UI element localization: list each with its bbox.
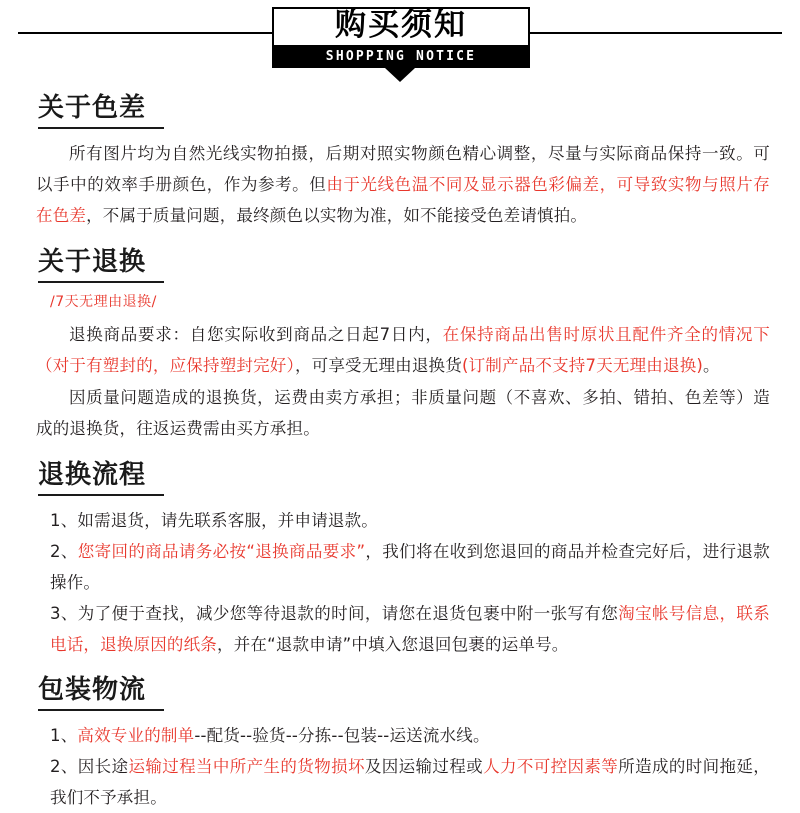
return-policy-tagline: /7天无理由退换/ xyxy=(50,293,157,310)
return-requirements-text-b: ，可享受无理由退换货 xyxy=(294,355,462,375)
return-shipping-cost-paragraph: 因质量问题造成的退换货，运费由卖方承担；非质量问题（不喜欢、多拍、错拍、色差等）造成的退换货，往返运费需由买方承担。 xyxy=(36,387,770,438)
section-heading-return-exchange: 关于退换 xyxy=(38,248,164,283)
return-requirements-text-c: 。 xyxy=(703,355,720,375)
return-requirements-paragraph xyxy=(36,319,770,381)
section-return-exchange xyxy=(36,248,770,444)
section-heading-packaging-logistics: 包装物流 xyxy=(38,676,164,711)
logistics-step-2-text-c: 所造成的时间拖延，我们不予承担。 xyxy=(50,756,770,807)
process-step-3-text-b: ，并在“退款申请”中填入您退回包裹的运单号。 xyxy=(217,634,569,654)
process-step-3 xyxy=(36,598,770,660)
section-heading-return-process: 退换流程 xyxy=(38,461,164,496)
logistics-step-2 xyxy=(36,751,770,813)
page-subtitle: SHOPPING NOTICE xyxy=(325,49,477,64)
return-requirements-text-a: 退换商品要求：自您实际收到商品之日起7日内， xyxy=(69,324,443,344)
logistics-step-2-text-a: 2、因长途 xyxy=(50,756,129,776)
process-step-2-highlight: 您寄回的商品请务必按“退换商品要求” xyxy=(77,541,366,561)
color-difference-paragraph xyxy=(36,138,770,231)
logistics-step-2-highlight-1: 运输过程当中所产生的货物损坏 xyxy=(128,756,365,776)
return-requirements-highlight-2: (订制产品不支持7天无理由退换) xyxy=(461,355,704,375)
logistics-step-1-highlight: 高效专业的制单 xyxy=(77,725,195,745)
section-color-difference xyxy=(36,94,770,231)
section-packaging-logistics xyxy=(36,676,770,813)
page-header-banner xyxy=(0,0,800,88)
logistics-step-2-text-b: 及因运输过程或 xyxy=(364,756,484,776)
color-difference-text-a: 所有图片均为自然光线实物拍摄，后期对照实物颜色精心调整，尽量与实际商品保持一致。可以手中的效率手册颜色，作为参考。但 xyxy=(36,143,770,194)
section-heading-color-difference: 关于色差 xyxy=(38,94,164,129)
logistics-step-1-text: --配货--验货--分拣--包装--运送流水线。 xyxy=(194,725,490,745)
process-step-2-text: ，我们将在收到您退回的商品并检查完好后，进行退款操作。 xyxy=(50,541,770,592)
section-return-process xyxy=(36,461,770,660)
logistics-step-2-highlight-2: 人力不可控因素等 xyxy=(483,756,619,776)
process-step-2-number: 2、 xyxy=(50,541,78,561)
banner-caret-icon xyxy=(385,68,415,82)
process-step-2 xyxy=(36,536,770,598)
return-requirements-highlight-1: 在保持商品出售时原状且配件齐全的情况下（对于有塑封的，应保持塑封完好） xyxy=(36,324,770,375)
process-step-3-highlight: 淘宝帐号信息，联系电话，退换原因的纸条 xyxy=(50,603,770,654)
color-difference-text-highlight: 由于光线色温不同及显示器色彩偏差，可导致实物与照片存在色差 xyxy=(36,174,771,225)
process-step-3-text-a: 3、为了便于查找，减少您等待退款的时间，请您在退货包裹中附一张写有您 xyxy=(50,603,619,623)
color-difference-text-b: ，不属于质量问题，最终颜色以实物为准，如不能接受色差请慎拍。 xyxy=(86,205,588,225)
logistics-step-1 xyxy=(36,720,770,751)
notice-content xyxy=(0,94,800,813)
page-title: 购买须知 xyxy=(335,7,467,43)
process-step-1: 1、如需退货，请先联系客服，并申请退款。 xyxy=(50,510,378,530)
logistics-step-1-number: 1、 xyxy=(50,725,78,745)
